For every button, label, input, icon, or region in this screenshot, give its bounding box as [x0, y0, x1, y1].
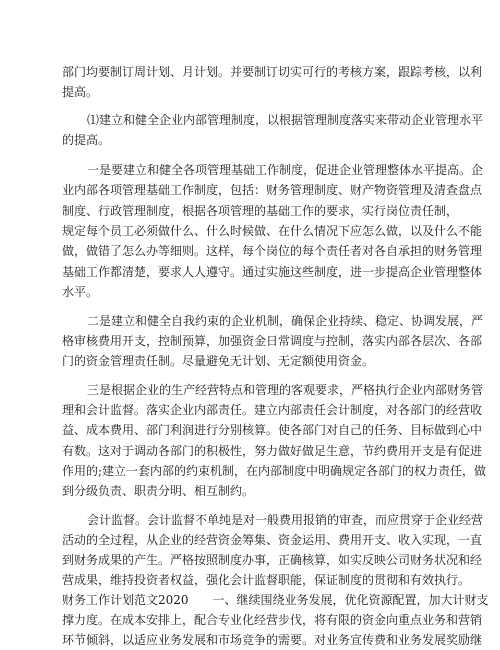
text-line: 到财务成果的产生。严格按照制度办事，正确核算，如实反映公司财务状况和经 [62, 553, 483, 567]
text-line: 营成果，维持投资者权益，强化会计监督职能，保证制度的贯彻和有效执行。 [62, 573, 471, 587]
text-line: 水平。 [62, 285, 99, 299]
text-line: 基础工作都清楚，要求人人遵守。通过实施这些制度，进一步提高企业管理整体 [62, 265, 483, 279]
text-line: 门的资金管理责任制。尽量避免无计划、无定额使用资金。 [62, 354, 375, 368]
text-line: 环节倾斜，以适应业务发展和市场竞争的需要。对业务宣传费和业务发展奖励继 [62, 633, 483, 647]
text-line: 理和会计监督。落实企业内部责任。建立内部责任会计制度，对各部门的经营收 [62, 403, 483, 417]
text-line: 财务工作计划范文2020 一、继续围绕业务发展，优化资源配置，加大计财支 [62, 593, 489, 607]
text-line: 二是建立和健全自我约束的企业机制，确保企业持续、稳定、协调发展，严 [87, 314, 484, 328]
text-line: 会计监督。会计监督不单纯是对一般费用报销的审查，而应贯穿于企业经营 [87, 513, 484, 527]
text-line: 一是要建立和健全各项管理基础工作制度，促进企业管理整体水平提高。企 [87, 163, 484, 177]
text-line: ⑴建立和健全企业内部管理制度，以根据管理制度落实来带动企业管理水平 [87, 113, 484, 127]
text-line: 部门均要制订周计划、月计划。并要制订切实可行的考核方案，跟踪考核，以利 [62, 65, 483, 79]
text-line: 撑力度。在成本安排上，配合专业化经营步伐，将有限的资金向重点业务和营销 [62, 613, 483, 627]
text-line: 做，做错了怎么办等细则。这样，每个岗位的每个责任者对各自承担的财务管理 [62, 244, 483, 258]
text-line: 规定每个员工必须做什么、什么时候做、在什么情况下应怎么做，以及什么不能 [62, 224, 483, 238]
text-line: 制度、行政管理制度，根据各项管理的基础工作的要求，实行岗位责任制， [62, 204, 459, 218]
text-line: 格审核费用开支，控制预算，加强资金日常调度与控制，落实内部各层次、各部 [62, 334, 483, 348]
text-line: 活动的全过程，从企业的经营资金筹集、资金运用、费用开支、收入实现，一直 [62, 533, 483, 547]
text-line: 的提高。 [62, 133, 111, 147]
text-line: 三是根据企业的生产经营特点和管理的客观要求，严格执行企业内部财务管 [87, 383, 484, 397]
text-line: 有数。这对于调动各部门的积极性，努力做好做足生意，节约费用开支是有促进 [62, 444, 483, 458]
text-line: 作用的;建立一套内部的约束机制，在内部制度中明确规定各部门的权力责任，做 [62, 464, 487, 478]
text-line: 到分级负责、职责分明、相互制约。 [62, 484, 255, 498]
text-line: 提高。 [62, 85, 99, 99]
text-line: 益、成本费用、部门利润进行分别核算。使各部门对自己的任务、目标做到心中 [62, 423, 483, 437]
text-line: 业内部各项管理基础工作制度，包括：财务管理制度、财产物资管理及清查盘点 [62, 183, 483, 197]
